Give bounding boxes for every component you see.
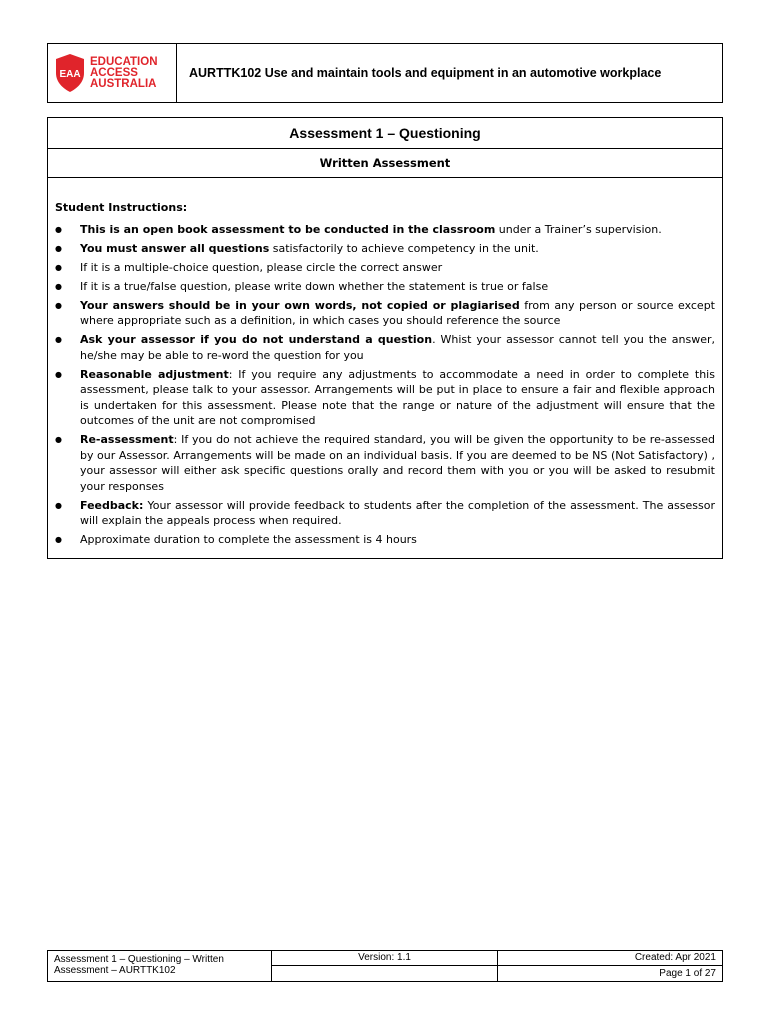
logo-line: AUSTRALIA <box>90 77 157 90</box>
instruction-text: from any person or source except where appropriate such as a definition, in which cases you should reference the source <box>80 298 715 327</box>
instruction-text: satisfactorily to achieve competency in the unit. <box>269 241 539 255</box>
logo <box>48 44 177 102</box>
assessment-subtitle: Written Assessment <box>48 149 722 178</box>
assessment-box <box>47 117 723 559</box>
instructions-heading: Student Instructions: <box>55 201 188 214</box>
instruction-bold-text: Feedback: <box>80 498 144 512</box>
bullet-icon: ● <box>55 535 62 544</box>
instruction-item <box>55 279 715 295</box>
instruction-item <box>55 367 715 429</box>
instruction-text: Approximate duration to complete the assessment is 4 hours <box>80 533 417 546</box>
instruction-item <box>55 260 715 276</box>
document-header <box>47 43 723 103</box>
instruction-bold-text: You must answer all questions <box>80 241 270 255</box>
instruction-text: Your assessor will provide feedback to students after the completion of the assessment. The assessor will explain the appeals process when required. <box>80 498 715 527</box>
instruction-bold-text: Ask your assessor if you do not understand a question <box>80 333 433 346</box>
footer-meta-cell <box>497 951 722 981</box>
footer-created: Created: Apr 2021 <box>497 951 722 966</box>
footer-version: Version: 1.1 <box>272 951 497 966</box>
bullet-icon: ● <box>55 224 62 234</box>
document-footer <box>47 950 723 982</box>
logo-wordmark <box>90 57 158 90</box>
instruction-text: If it is a multiple-choice question, please circle the correct answer <box>80 260 443 274</box>
bullet-icon: ● <box>55 243 62 253</box>
instruction-item <box>55 332 715 363</box>
bullet-icon: ● <box>55 500 62 510</box>
instruction-bold-text: This is an open book assessment to be conducted in the classroom <box>80 222 496 236</box>
instruction-text: : If you do not achieve the required standard, you will be given the opportunity to be re-assessed by our Assessor. Arrangements will be made on an individual basis. If you are deemed to be NS (Not Satisfactory) , your assessor will either ask specific questions orally and record them with you or you will be asked to resubmit your responses <box>80 433 715 493</box>
bullet-icon: ● <box>55 281 62 291</box>
instruction-text: If it is a true/false question, please write down whether the statement is true or false <box>80 279 549 293</box>
footer-page-number: Page 1 of 27 <box>659 968 716 979</box>
instruction-text: under a Trainer’s supervision. <box>495 222 662 236</box>
bullet-icon: ● <box>55 300 62 310</box>
bullet-icon: ● <box>55 335 62 344</box>
footer-version-cell <box>272 951 498 981</box>
instruction-item <box>55 498 715 529</box>
instructions-list <box>55 222 715 548</box>
bullet-icon: ● <box>55 369 62 379</box>
course-title: AURTTK102 Use and maintain tools and equipment in an automotive workplace <box>189 66 662 80</box>
bullet-icon: ● <box>55 435 62 444</box>
bullet-icon: ● <box>55 262 62 272</box>
assessment-title: Assessment 1 – Questioning <box>48 118 722 149</box>
footer-doc-title: Assessment 1 – Questioning – Written Assessment – AURTTK102 <box>48 951 272 981</box>
shield-logo-icon <box>54 53 86 93</box>
instruction-bold-text: Your answers should be in your own words, not copied or plagiarised <box>80 298 520 312</box>
instruction-text: . Whist your assessor cannot tell you the answer, he/she may be able to re-word the question for you <box>80 333 716 362</box>
instruction-item <box>55 532 715 548</box>
instruction-bold-text: Re-assessment <box>80 433 174 446</box>
instruction-item <box>55 222 715 238</box>
student-instructions <box>48 178 722 548</box>
instruction-item <box>55 432 715 494</box>
logo-mark-text: EAA <box>59 69 81 80</box>
instruction-item <box>55 241 715 257</box>
instruction-bold-text: Reasonable adjustment <box>80 367 229 381</box>
instruction-text: : If you require any adjustments to accommodate a need in order to complete this assessment, please talk to your assessor. Arrangements will be put in place to ensure a fair and flexible approach is undertaken for this assessment. Please note that the range or nature of the adjustment will ensure that the outcomes of the unit are not compromised <box>80 367 715 427</box>
logo-line: EDUCATION <box>90 55 158 68</box>
instruction-item <box>55 298 715 329</box>
logo-line: ACCESS <box>90 66 138 79</box>
